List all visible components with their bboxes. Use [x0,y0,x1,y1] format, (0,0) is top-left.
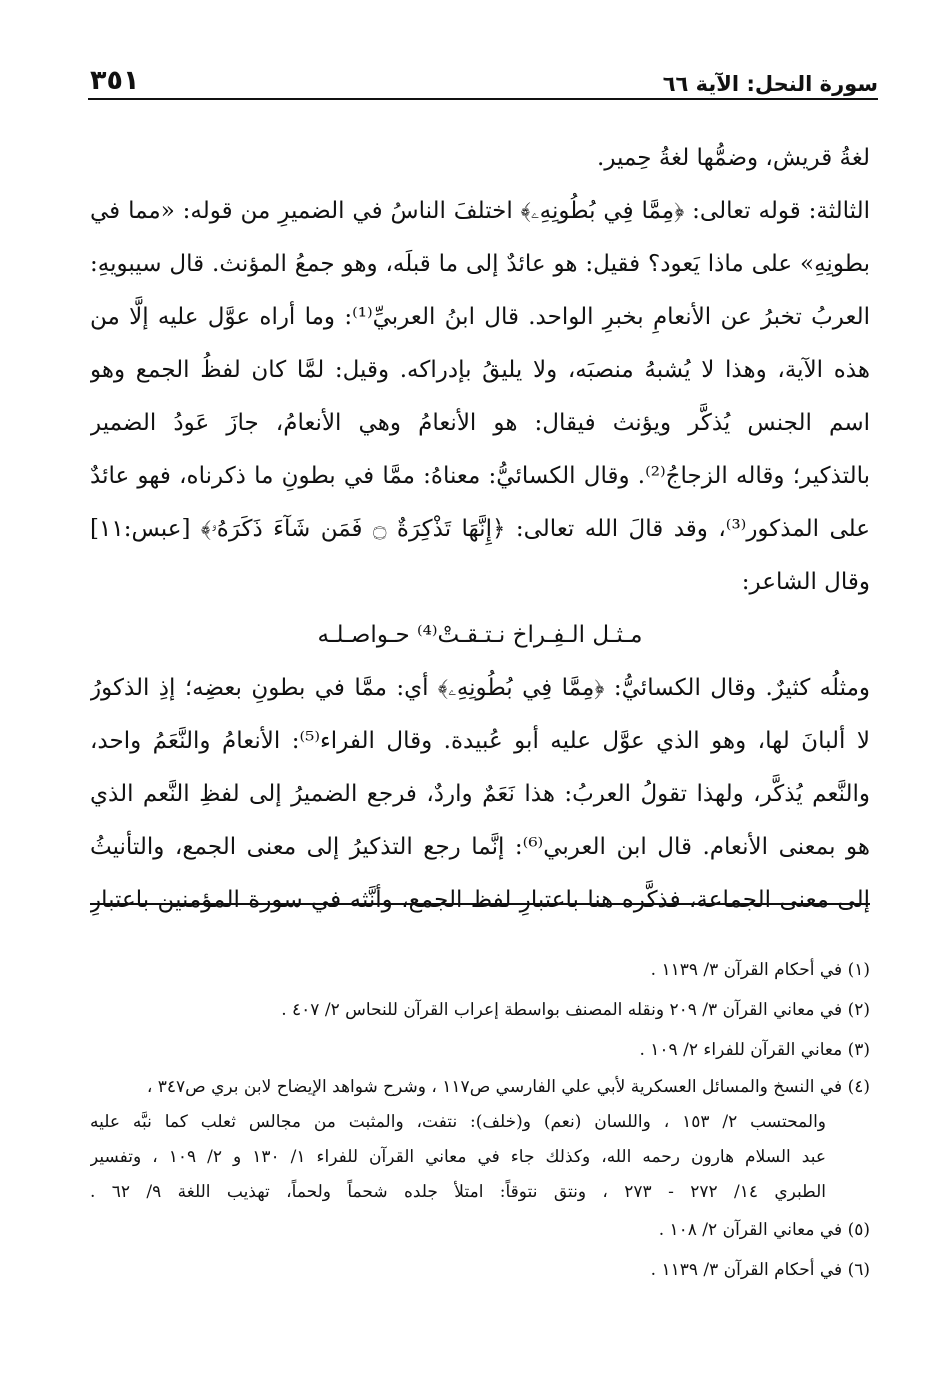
footnote-separator [90,903,870,905]
footnote-continuation: والمحتسب ٢/ ١٥٣ ، واللسان (نعم) و(خلف): نتفت، والمثبت من مجالس ثعلب كما نبَّه عليه [90,1112,826,1132]
footnote: (٣) معاني القرآن للفراء ٢/ ١٠٩ . [639,1040,870,1060]
text-line: والنَّعم يُذكَّر، ولهذا تقولُ العربُ: هذا نَعَمٌ واردٌ، فرجع الضميرُ إلى لفظِ النَّعم الذي [90,781,870,807]
text-line: وقال الشاعر: [741,569,870,595]
running-header [90,52,878,96]
text-line: على المذكور⁽³⁾، وقد قالَ الله تعالى: ﴿إِنَّهَا تَذْكِرَةٌ ۝ فَمَن شَآءَ ذَكَرَهُۥ﴾ [عبس:١١] [90,516,870,542]
main-text [90,132,870,927]
footnote-continuation: الطبري ١٤/ ٢٧٢ - ٢٧٣ ، ونتق نتوقاً: امتلأ جلده شحماً ولحماً، تهذيب اللغة ٩/ ٦٢ . [90,1182,826,1202]
text-line: بالتذكير؛ وقاله الزجاجُ⁽²⁾. وقال الكسائيُّ: معناهُ: ممَّا في بطونِ ما ذكرناه، فهو عائدٌ [90,463,870,489]
footnote: (١) في أحكام القرآن ٣/ ١١٣٩ . [650,960,870,980]
footnote: (٥) في معاني القرآن ٢/ ١٠٨ . [658,1220,870,1240]
text-line: اسم الجنس يُذكَّر ويؤنث فيقال: هو الأنعامُ وهي الأنعامُ، جازَ عَودُ الضمير [90,410,870,436]
poetry-verse: مـثـل الـفِـراخ نـتـقـتْ⁽⁴⁾ حـواصـلـه [317,622,643,648]
text-line: بطونِهِ» على ماذا يَعود؟ فقيل: هو عائدٌ إلى ما قبلَه، وهو جمعُ المؤنث. قال سيبويهِ: [90,251,870,277]
header-rule [88,98,878,100]
text-line: ومثلُه كثيرٌ. وقال الكسائيُّ: ﴿مِمَّا فِي بُطُونِهِۦ﴾ أي: ممَّا في بطونِ بعضِه؛ إذِ الذكورُ [90,675,870,701]
text-line: لغةُ قريش، وضمُّها لغةُ حِمير. [597,145,870,171]
text-line: هو بمعنى الأنعام. قال ابن العربي⁽⁶⁾: إنَّما رجع التذكيرُ إلى معنى الجمع، والتأنيثُ [90,834,870,860]
text-line: العربُ تخبرُ عن الأنعامِ بخبرِ الواحد. قال ابنُ العربيِّ⁽¹⁾: وما أراه عوَّل عليه إلَّا من [90,304,870,330]
page-number: ٣٥١ [90,65,140,96]
footnote-continuation: عبد السلام هارون رحمه الله، وكذلك جاء في معاني القرآن للفراء ١/ ١٣٠ و ٢/ ١٠٩ ، وتفسير [90,1147,826,1167]
footnote: (٢) في معاني القرآن ٣/ ٢٠٩ ونقله المصنف بواسطة إعراب القرآن للنحاس ٢/ ٤٠٧ . [281,1000,870,1020]
footnote: (٤) في النسخ والمسائل العسكرية لأبي علي الفارسي ص١١٧ ، وشرح شواهد الإيضاح لابن بري ص٣٤٧ ، [146,1077,870,1097]
text-line: هذه الآية، وهذا لا يُشبهُ منصبَه، ولا يليقُ بإدراكه. وقيل: لمَّا كان لفظُ الجمع وهو [90,357,870,383]
text-line: لا ألبانَ لها، وهو الذي عوَّل عليه أبو عُبيدة. وقال الفراء⁽⁵⁾: الأنعامُ والنَّعَمُ واحد، [90,728,870,754]
text-line: إلى معنى الجماعة، فذكَّره هنا باعتبارِ لفظ الجمع، وأنَّثه في سورة المؤمنين باعتبارِ [90,887,870,913]
sura-verse-label: سورة النحل: الآية ٦٦ [662,72,878,96]
footnotes [90,950,870,1290]
text-line: الثالثة: قوله تعالى: ﴿مِمَّا فِي بُطُونِهِۦ﴾ اختلفَ الناسُ في الضميرِ من قوله: «مما في [90,198,870,224]
footnote: (٦) في أحكام القرآن ٣/ ١١٣٩ . [650,1260,870,1280]
